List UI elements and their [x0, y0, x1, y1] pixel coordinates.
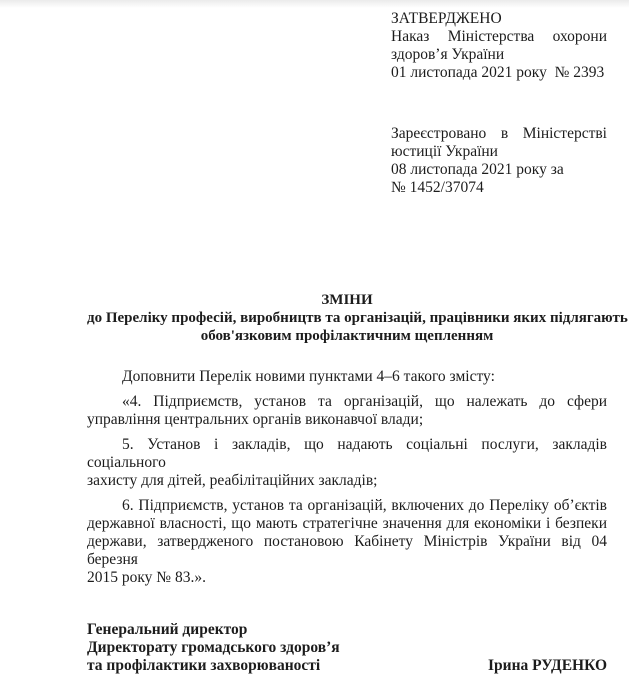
paragraph-line: «4. Підприємств, установ та організацій, що належать до сфери: [122, 393, 607, 410]
signature-name: Ірина РУДЕНКО: [488, 657, 607, 674]
document-title-heading: ЗМІНИ: [321, 292, 373, 308]
signature-position-line: Директорату громадського здоров’я: [87, 639, 340, 656]
approval-line: ЗАТВЕРДЖЕНО: [391, 10, 502, 27]
registration-line: 08 листопада 2021 року за: [391, 161, 564, 178]
registration-line: № 1452/37074: [391, 179, 484, 196]
paragraph-line: захисту для дітей, реабілітаційних закладів;: [87, 472, 378, 489]
paragraph-line: 6. Підприємств, установ та організацій, включених до Переліку об’єктів: [122, 497, 607, 514]
signature-position-line: та профілактики захворюваності: [87, 657, 321, 674]
registration-block: [391, 125, 607, 197]
paragraph-item-4: [87, 393, 607, 429]
signature-position: [87, 621, 340, 675]
paragraph-item-6: [87, 497, 607, 587]
paragraph-line: 5. Установ і закладів, що надають соціальні послуги, закладів соціального: [87, 436, 607, 471]
signature-block: [87, 621, 607, 675]
paragraph-line: 2015 року № 83.».: [87, 569, 206, 586]
paragraph-line: управління центральних органів виконавчої влади;: [87, 411, 424, 428]
paragraph-line: державної власності, що мають стратегічне значення для економіки і безпеки: [87, 515, 607, 532]
approval-line: Наказ Міністерства охорони: [391, 28, 607, 45]
document-body: [87, 368, 607, 587]
intro-paragraph: Доповнити Перелік новими пунктами 4–6 такого змісту:: [122, 368, 495, 385]
signature-position-line: Генеральний директор: [87, 621, 248, 638]
paragraph-line: держави, затвердженого постановою Кабінету Міністрів України від 04 березня: [87, 533, 607, 568]
registration-line: Зареєстровано в Міністерстві: [391, 125, 607, 142]
approval-line: 01 листопада 2021 року № 2393: [391, 64, 605, 81]
document-title: [87, 291, 628, 345]
approval-block: [391, 0, 607, 82]
approval-line: здоров’я України: [391, 46, 505, 63]
document-title-line: до Переліку професій, виробництв та організацій, працівники яких підлягають: [87, 310, 628, 326]
document-title-line: обов'язковим профілактичним щепленням: [200, 328, 494, 344]
registration-line: юстиції України: [391, 143, 498, 160]
paragraph-item-5: [87, 436, 607, 490]
